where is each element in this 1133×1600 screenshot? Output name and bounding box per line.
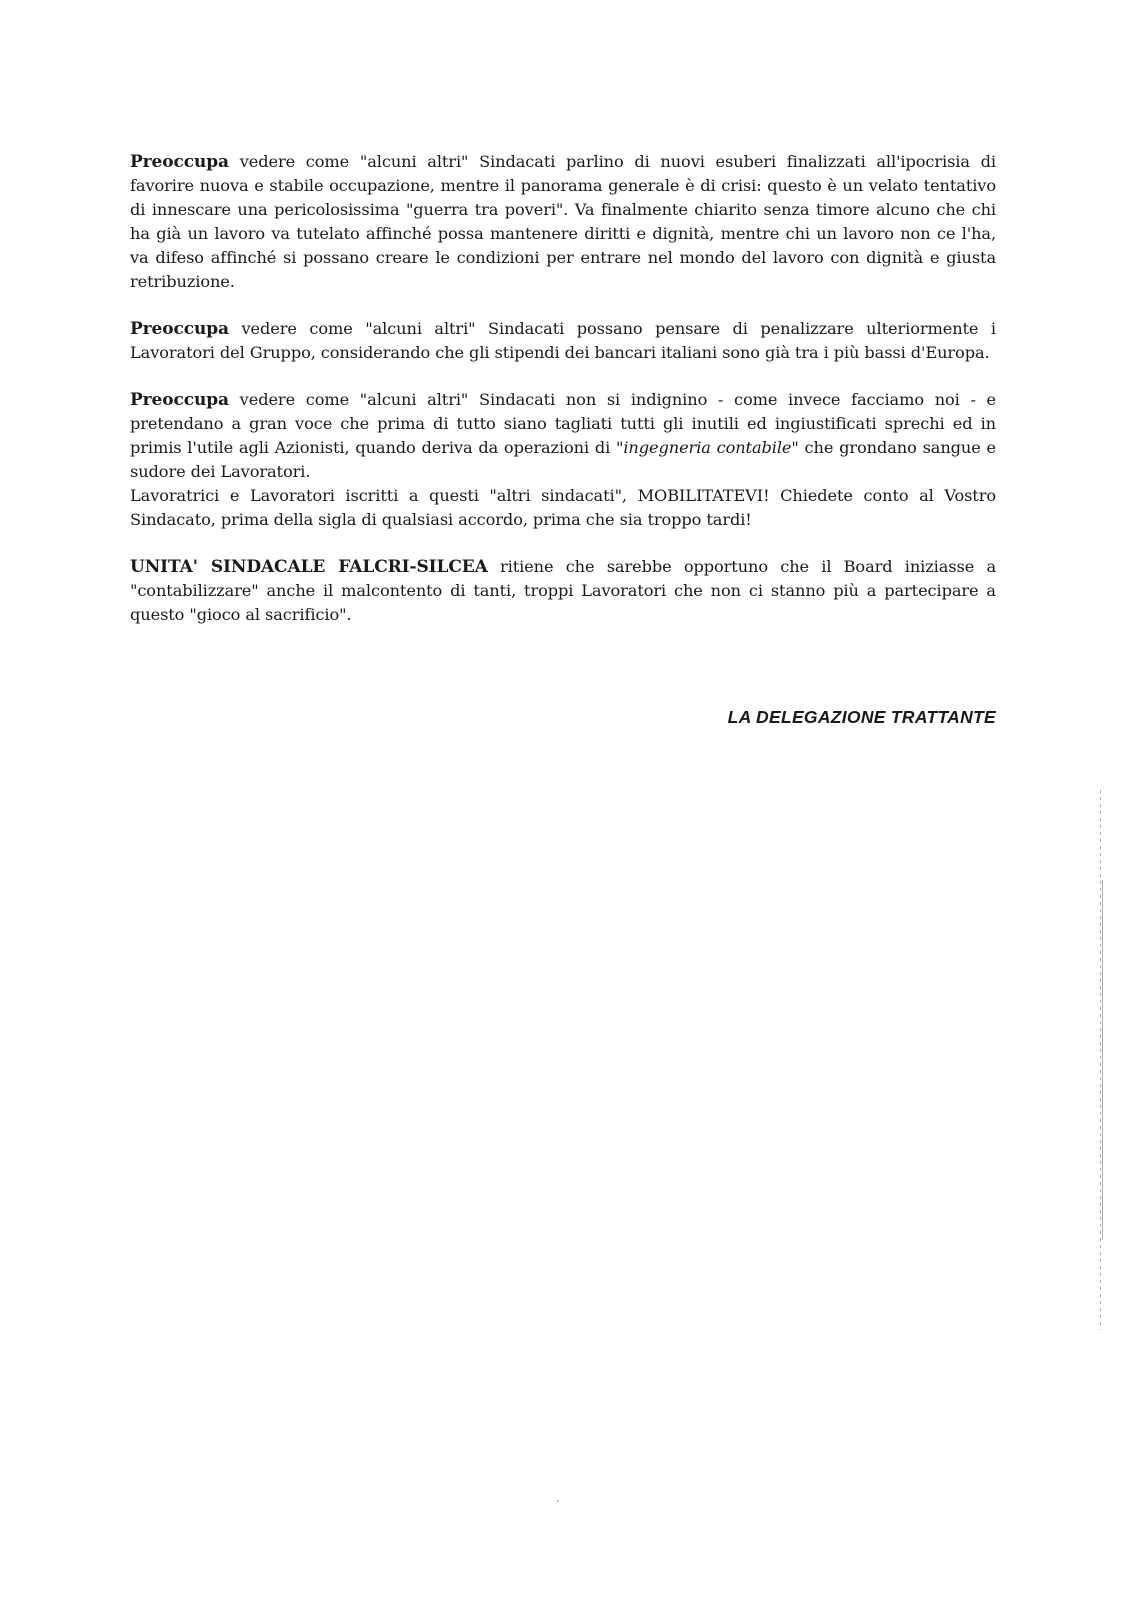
paragraph-sprechi <box>130 388 996 484</box>
scan-edge-artifact <box>1102 880 1103 1240</box>
paragraph-mobilitatevi <box>130 484 996 532</box>
paragraph-lead: Preoccupa <box>130 152 229 172</box>
paragraph-esuberi <box>130 150 996 294</box>
paragraph-text: ritiene che sarebbe opportuno che il Board iniziasse a "contabilizzare" anche il malcontento di tanti, troppi Lavoratori che non ci stanno più a partecipare a questo "gioco al sacrificio". <box>130 557 996 624</box>
signature: LA DELEGAZIONE TRATTANTE <box>727 707 996 727</box>
paragraph-text: vedere come "alcuni altri" Sindacati non si indignino - come invece facciamo noi - e pretendano a gran voce che prima di tutto siano tagliati tutti gli inutili ed ingiustificati sprechi ed in primis l'utile agli Azionisti, quando deriva da operazioni di <box>130 390 996 457</box>
paragraph-text: Lavoratrici e Lavoratori iscritti a questi "altri sindacati", MOBILITATEVI! Chiedete conto al Vostro Sindacato, prima della sigla di qualsiasi accordo, prima che sia troppo tardi! <box>130 486 996 529</box>
paragraph-text: vedere come "alcuni altri" Sindacati parlino di nuovi esuberi finalizzati all'ipocrisia di favorire nuova e stabile occupazione, mentre il panorama generale è di crisi: questo è un velato tentativo di innescare una pericolosissima "guerra tra poveri". Va finalmente chiarito senza timore alcuno che chi ha già un lavoro va tutelato affinché possa mantenere diritti e dignità, mentre chi un lavoro non ce l'ha, va difeso affinché si possano creare le condizioni per entrare nel mondo del lavoro con dignità e giusta retribuzione. <box>130 152 996 291</box>
paragraph-unita-sindacale <box>130 555 996 627</box>
paragraph-lead: UNITA' SINDACALE FALCRI-SILCEA <box>130 557 488 577</box>
document-body <box>130 150 996 650</box>
scan-dot-artifact <box>557 1500 559 1502</box>
paragraph-lead: Preoccupa <box>130 319 229 339</box>
paragraph-italic-term: "ingegneria contabile" <box>616 438 799 457</box>
scan-edge-artifact <box>1100 790 1101 1330</box>
paragraph-lead: Preoccupa <box>130 390 229 410</box>
paragraph-stipendi <box>130 317 996 365</box>
paragraph-text: che grondano sangue e sudore dei Lavoratori. <box>130 438 996 481</box>
paragraph-text: vedere come "alcuni altri" Sindacati possano pensare di penalizzare ulteriormente i Lavoratori del Gruppo, considerando che gli stipendi dei bancari italiani sono già tra i più bassi d'Europa. <box>130 319 996 362</box>
